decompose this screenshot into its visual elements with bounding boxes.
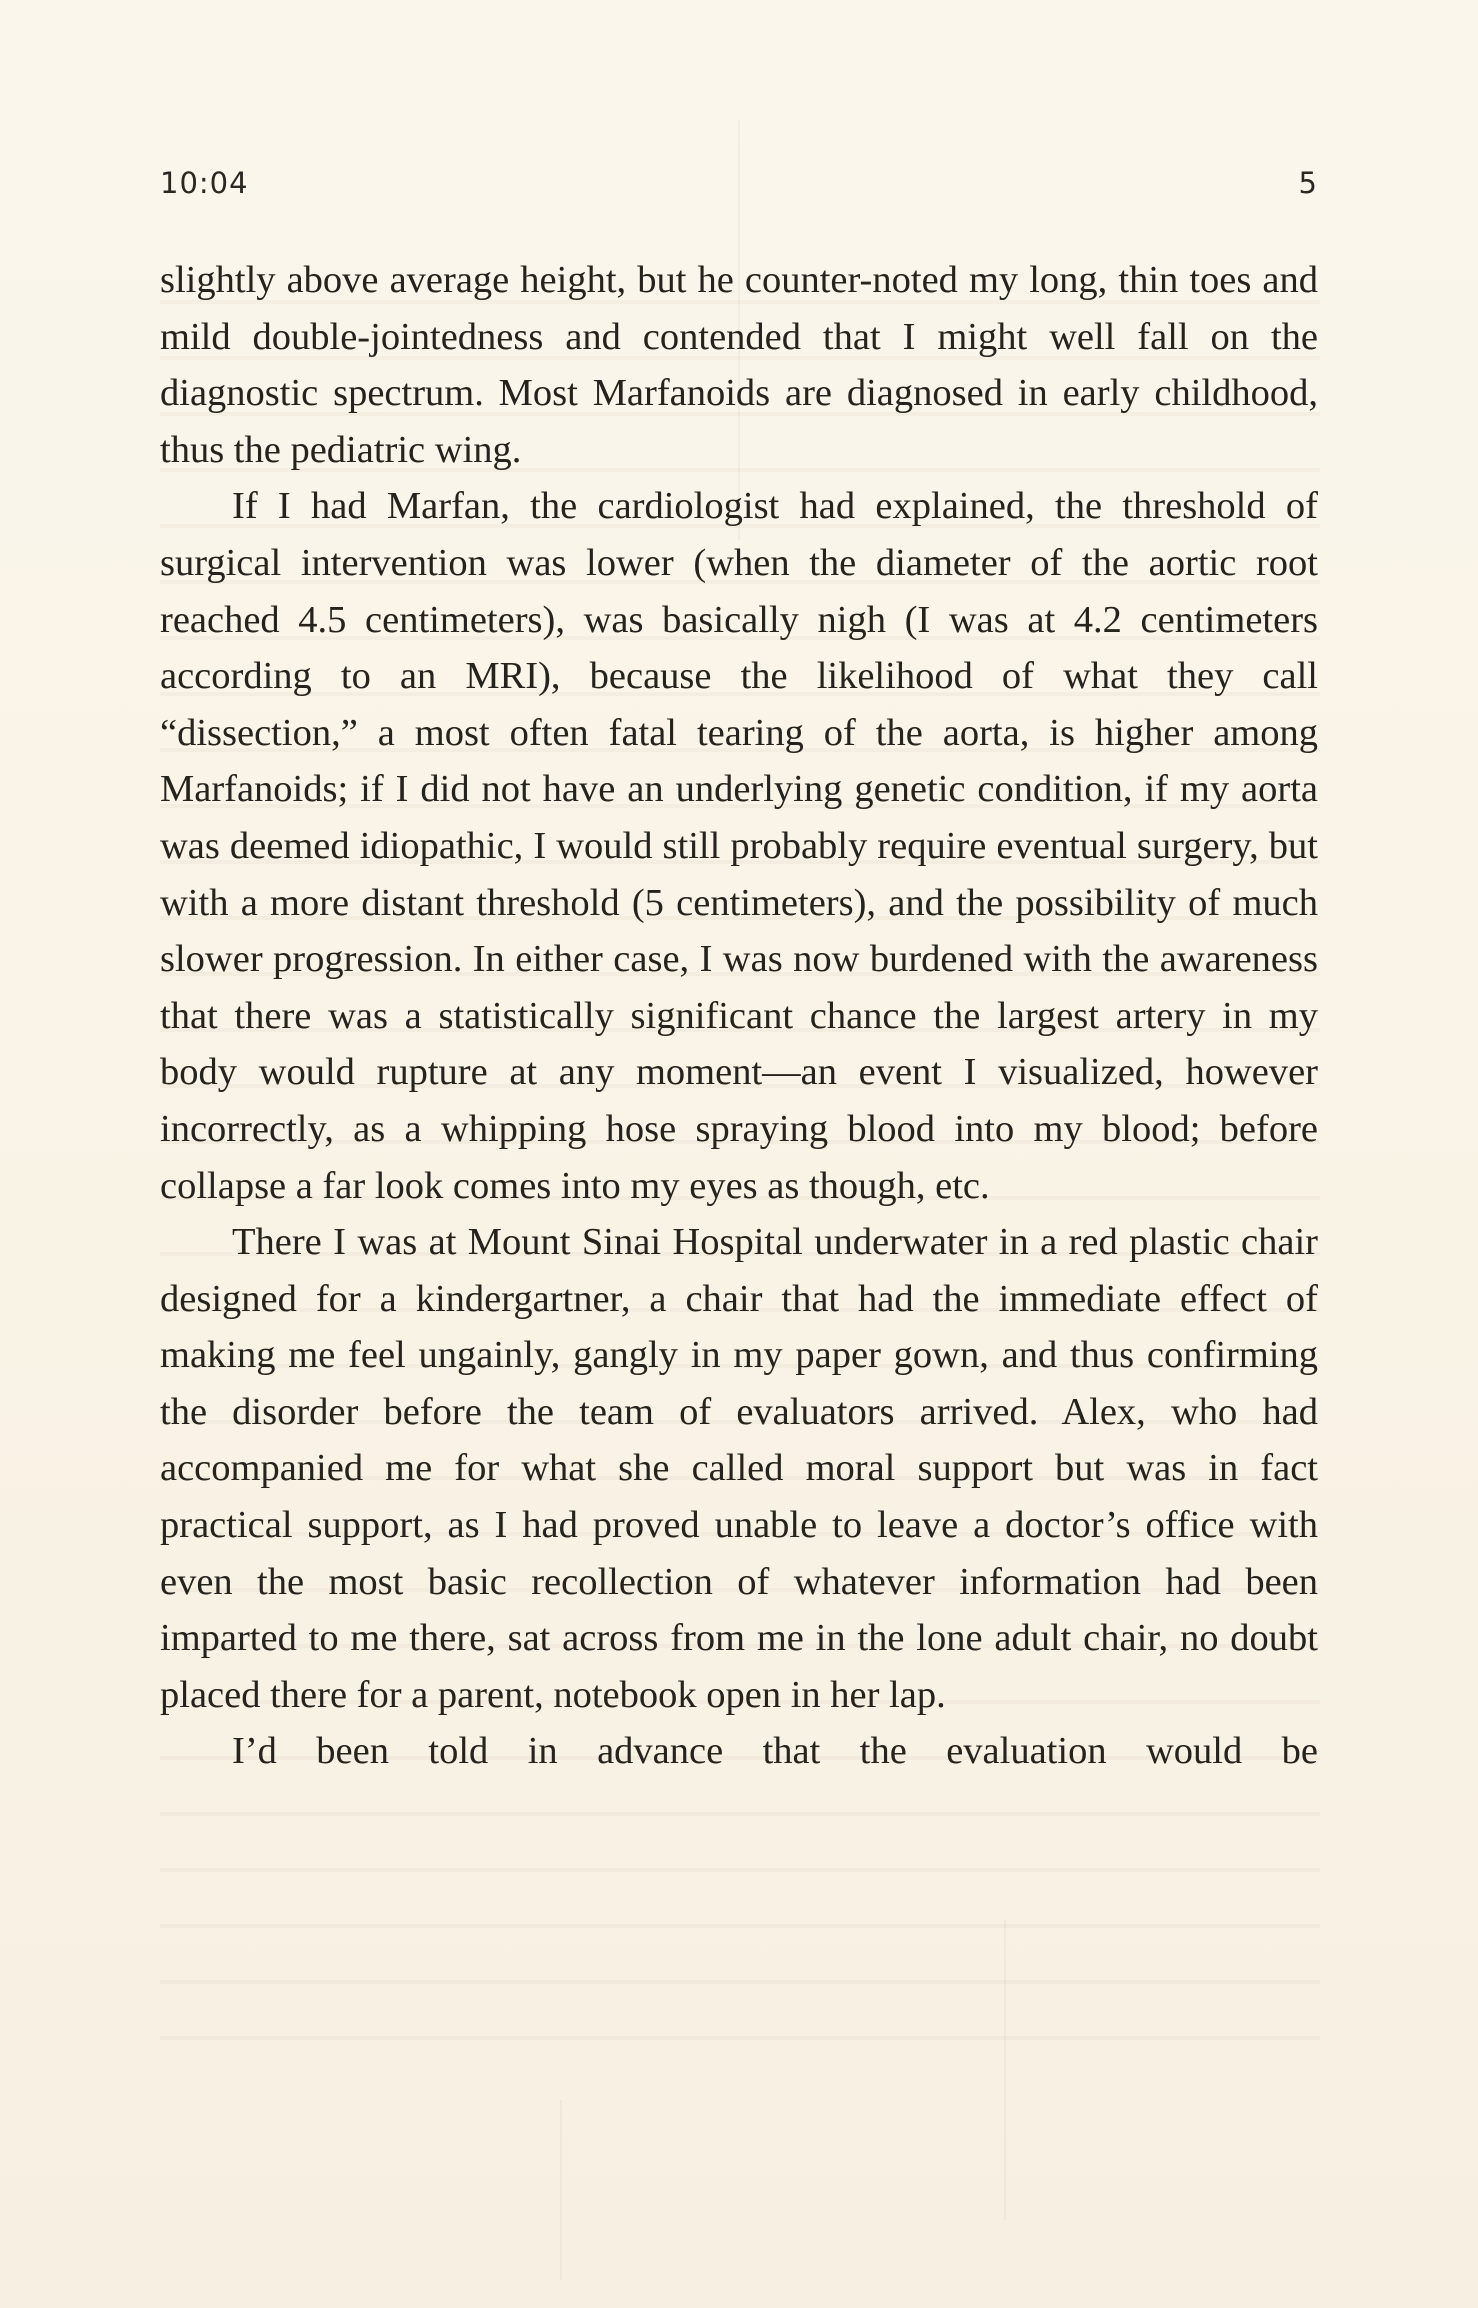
paragraph: There I was at Mount Sinai Hospital underwater in a red plastic chair designed for a kindergartner, a chair that had the immediate effect of making me feel ungainly, gangly in my paper gown, and thus confirming the disorder before the team of evaluators arrived. Alex, who had accompanied me for what she called moral support but was in fact practical support, as I had proved unable to leave a doctor’s office with even the most basic recollection of whatever information had been imparted to me there, sat across from me in the lone adult chair, no doubt placed there for a parent, notebook open in her lap. [160, 1221, 1318, 1716]
paragraph: If I had Marfan, the cardiologist had explained, the threshold of surgical intervention was lower (when the diameter of the aortic root reached 4.5 centimeters), was basically nigh (I was at 4.2 centimeters according to an MRI), because the likelihood of what they call “dissection,” a most often fatal tearing of the aorta, is higher among Marfanoids; if I did not have an underlying genetic condition, if my aorta was deemed idiopathic, I would still probably require eventual surgery, but with a more distant threshold (5 centimeters), and the possibility of much slower progression. In either case, I was now burdened with the awareness that there was a statistically significant chance the largest artery in my body would rupture at any moment—an event I visualized, however incorrectly, as a whipping hose spraying blood into my blood; before collapse a far look comes into my eyes as though, etc. [160, 485, 1318, 1207]
page-number: 5 [1298, 166, 1318, 200]
running-head-title: 10:04 [160, 166, 249, 200]
paragraph: slightly above average height, but he counter-noted my long, thin toes and mild double-jointedness and contended that I might well fall on the diagnostic spectrum. Most Marfanoids are diagnosed in early childhood, thus the pediatric wing. [160, 259, 1318, 471]
paper-crease [1004, 1920, 1006, 2220]
paper-crease [560, 2100, 562, 2280]
running-head [160, 166, 1318, 206]
body-text [160, 252, 1318, 1780]
paragraph: I’d been told in advance that the evaluation would be [232, 1730, 1318, 1773]
